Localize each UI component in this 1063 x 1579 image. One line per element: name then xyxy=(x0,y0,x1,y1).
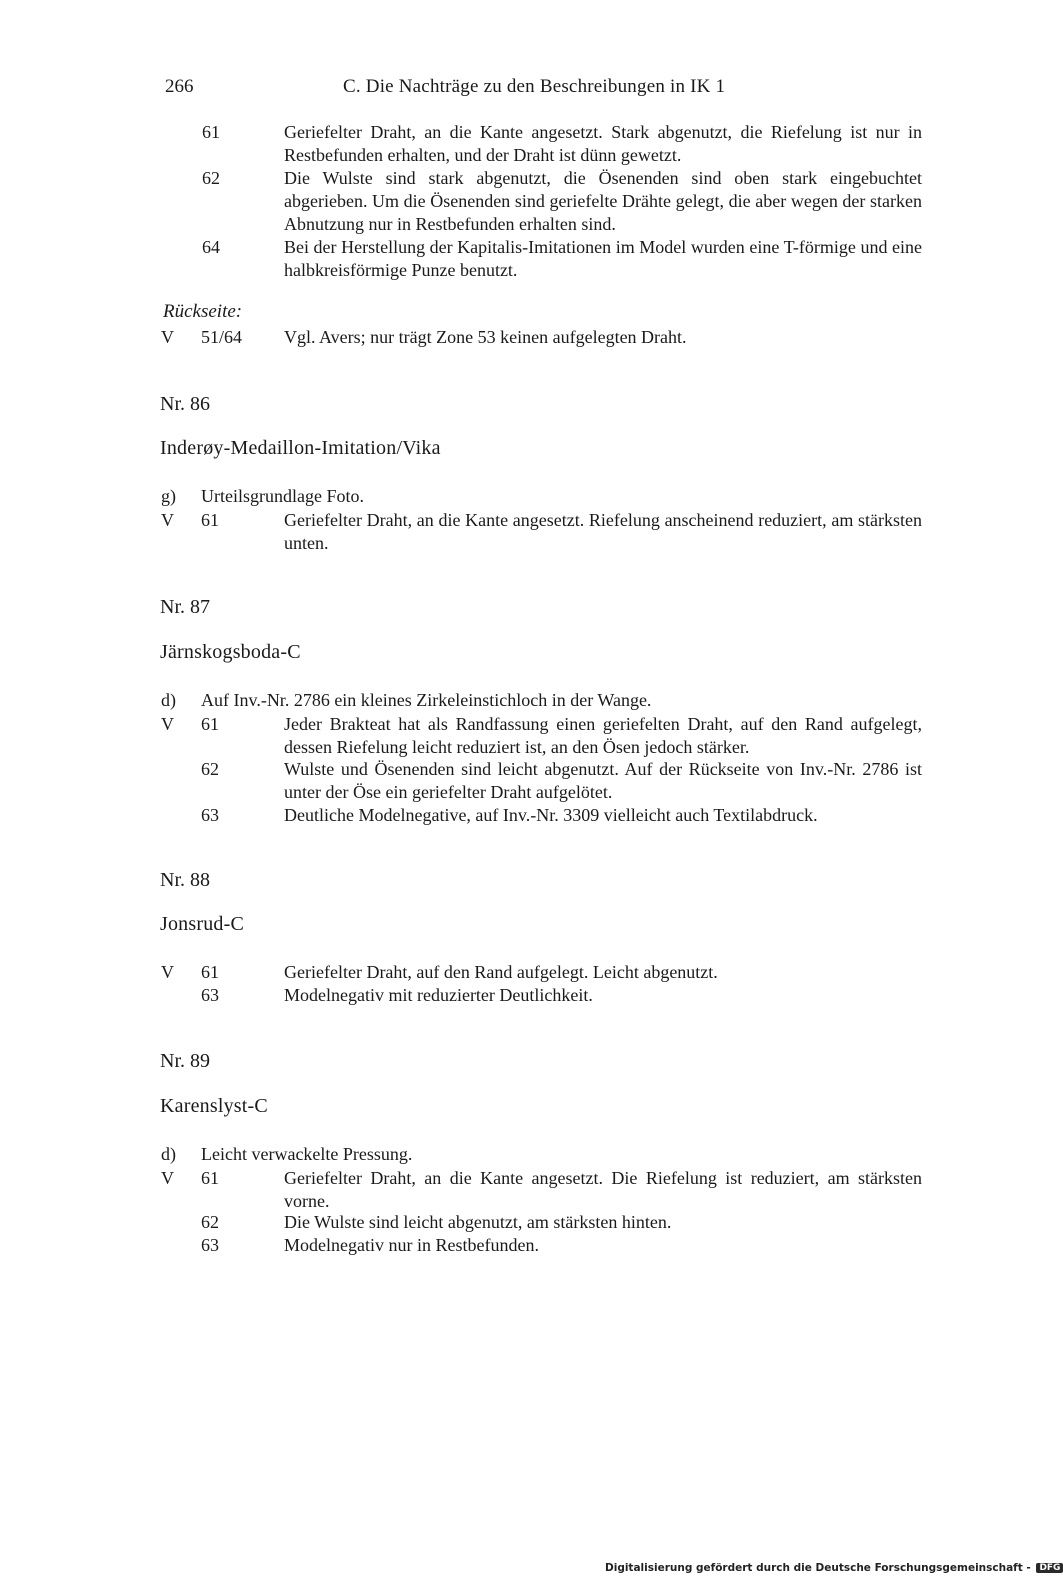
entry-number: 62 xyxy=(201,1212,219,1232)
rueckseite-heading: Rückseite: xyxy=(163,301,243,322)
entry-text: Modelnegativ mit reduzierter Deutlichkeit. xyxy=(284,985,593,1005)
entry-text: Geriefelter Draht, an die Kante angesetzt. Riefelung anscheinend reduziert, am stärksten unten. xyxy=(284,510,922,553)
entry-text: Modelnegativ nur in Restbefunden. xyxy=(284,1235,539,1255)
entry-text: Urteilsgrundlage Foto. xyxy=(201,486,364,506)
running-head: C. Die Nachträge zu den Beschreibungen in IK 1 xyxy=(343,76,726,97)
entry-text: Geriefelter Draht, an die Kante angesetzt. Die Riefelung ist reduziert, am stärksten vorne. xyxy=(284,1168,922,1211)
section-number: Nr. 86 xyxy=(160,393,210,415)
footer-text: Digitalisierung gefördert durch die Deutsche Forschungsgemeinschaft - xyxy=(605,1562,1031,1574)
digitization-footer xyxy=(605,1562,1063,1574)
entry-text: Vgl. Avers; nur trägt Zone 53 keinen aufgelegten Draht. xyxy=(284,327,687,347)
entry-number: 63 xyxy=(201,1235,219,1255)
entry-number: 51/64 xyxy=(201,327,243,347)
section-number: Nr. 89 xyxy=(160,1050,210,1072)
page-number: 266 xyxy=(165,76,194,97)
entry-marker: g) xyxy=(161,486,176,506)
entry-marker: V xyxy=(161,510,174,530)
entry-marker: V xyxy=(161,1168,174,1188)
entry-marker: V xyxy=(161,714,174,734)
entry-number: 61 xyxy=(201,510,219,530)
entry-text: Die Wulste sind stark abgenutzt, die Ösenenden sind oben stark eingebuchtet abgerieben. Um die Ösenenden sind geriefelte Drähte gelegt, die aber wegen der starken Abnutzung nur in Restbefunden erhalten sind. xyxy=(284,168,922,234)
entry-text: Geriefelter Draht, auf den Rand aufgelegt. Leicht abgenutzt. xyxy=(284,962,718,982)
page-header xyxy=(165,76,925,102)
section-title: Järnskogsboda-C xyxy=(160,641,301,663)
entry-number: 62 xyxy=(202,168,220,188)
section-number: Nr. 87 xyxy=(160,596,210,618)
entry-number: 64 xyxy=(202,237,220,257)
entry-marker: V xyxy=(161,327,174,347)
entry-number: 61 xyxy=(202,122,220,142)
entry-text: Geriefelter Draht, an die Kante angesetzt. Stark abgenutzt, die Riefelung ist nur in Restbefunden erhalten, und der Draht ist dünn gewetzt. xyxy=(284,122,922,165)
entry-text: Leicht verwackelte Pressung. xyxy=(201,1144,413,1164)
entry-text: Wulste und Ösenenden sind leicht abgenutzt. Auf der Rückseite von Inv.-Nr. 2786 ist unter der Öse ein geriefelter Draht aufgelötet. xyxy=(284,759,922,802)
entry-number: 61 xyxy=(201,714,219,734)
section-title: Karenslyst-C xyxy=(160,1095,268,1117)
section-number: Nr. 88 xyxy=(160,869,210,891)
entry-number: 62 xyxy=(201,759,219,779)
entry-number: 63 xyxy=(201,805,219,825)
entry-marker: d) xyxy=(161,1144,176,1164)
entry-text: Die Wulste sind leicht abgenutzt, am stärksten hinten. xyxy=(284,1212,672,1232)
entry-text: Auf Inv.-Nr. 2786 ein kleines Zirkeleinstichloch in der Wange. xyxy=(201,690,652,710)
entry-marker: V xyxy=(161,962,174,982)
entry-number: 61 xyxy=(201,1168,219,1188)
section-title: Jonsrud-C xyxy=(160,913,245,935)
dfg-logo: DFG xyxy=(1036,1563,1063,1573)
entry-text: Jeder Brakteat hat als Randfassung einen geriefelten Draht, auf den Rand aufgelegt, dessen Riefelung leicht reduziert ist, an den Ösen jedoch stärker. xyxy=(284,714,922,757)
entry-number: 61 xyxy=(201,962,219,982)
entry-text: Bei der Herstellung der Kapitalis-Imitationen im Model wurden eine T-förmige und eine halbkreisförmige Punze benutzt. xyxy=(284,237,922,280)
entry-marker: d) xyxy=(161,690,176,710)
entry-text: Deutliche Modelnegative, auf Inv.-Nr. 3309 vielleicht auch Textilabdruck. xyxy=(284,805,818,825)
section-title: Inderøy-Medaillon-Imitation/Vika xyxy=(160,437,441,459)
entry-number: 63 xyxy=(201,985,219,1005)
